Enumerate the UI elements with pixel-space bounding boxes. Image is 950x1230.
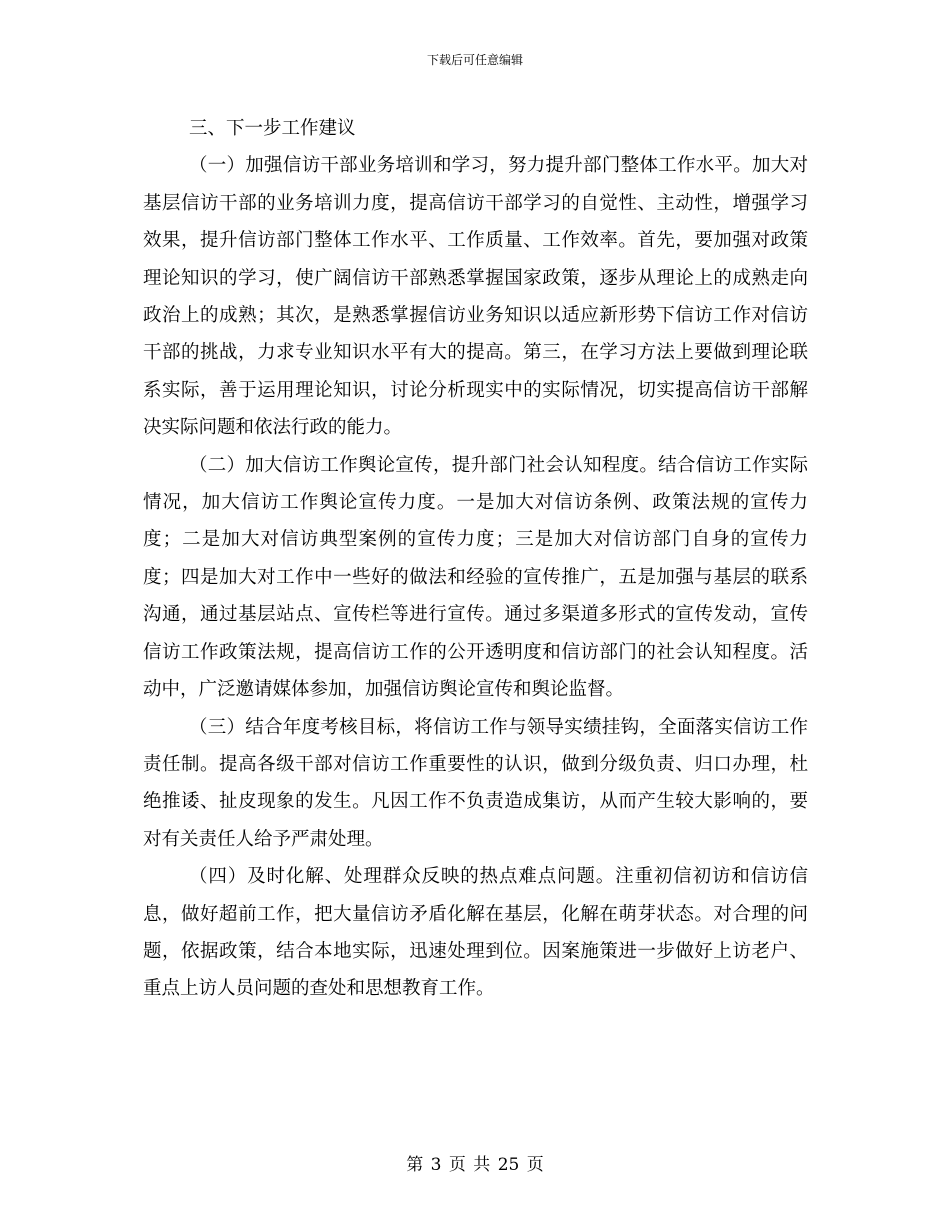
section-title: 三、下一步工作建议 — [189, 118, 356, 139]
paragraph-3: （三）结合年度考核目标，将信访工作与领导实绩挂钩，全面落实信访工作责任制。提高各级干部对信访工作重要性的认识，做到分级负责、归口办理，杜绝推诿、扯皮现象的发生。凡因工作不负责造成集访，从而产生较大影响的，要对有关责任人给予严肃处理。 — [143, 716, 808, 850]
paragraph-2: （二）加大信访工作舆论宣传，提升部门社会认知程度。结合信访工作实际情况，加大信访工作舆论宣传力度。一是加大对信访条例、政策法规的宣传力度；二是加大对信访典型案例的宣传力度；三是加大对信访部门自身的宣传力度；四是加大对工作中一些好的做法和经验的宣传推广，五是加强与基层的联系沟通，通过基层站点、宣传栏等进行宣传。通过多渠道多形式的宣传发动，宣传信访工作政策法规，提高信访工作的公开透明度和信访部门的社会认知程度。活动中，广泛邀请媒体参加，加强信访舆论宣传和舆论监督。 — [143, 454, 808, 701]
paragraph-1: （一）加强信访干部业务培训和学习，努力提升部门整体工作水平。加大对基层信访干部的业务培训力度，提高信访干部学习的自觉性、主动性，增强学习效果，提升信访部门整体工作水平、工作质量、工作效率。首先，要加强对政策理论知识的学习，使广阔信访干部熟悉掌握国家政策，逐步从理论上的成熟走向政治上的成熟；其次，是熟悉掌握信访业务知识以适应新形势下信访工作对信访干部的挑战，力求专业知识水平有大的提高。第三，在学习方法上要做到理论联系实际，善于运用理论知识，讨论分析现实中的实际情况，切实提高信访干部解决实际问题和依法行政的能力。 — [143, 155, 808, 439]
header-note: 下载后可任意编辑 — [426, 53, 523, 67]
paragraph-4: （四）及时化解、处理群众反映的热点难点问题。注重初信初访和信访信息，做好超前工作，把大量信访矛盾化解在基层，化解在萌芽状态。对合理的问题，依据政策，结合本地实际，迅速处理到位。因案施策进一步做好上访老户、重点上访人员问题的查处和思想教育工作。 — [143, 866, 808, 1000]
page-number-footer: 第 3 页 共 25 页 — [406, 1155, 544, 1175]
document-body — [143, 110, 808, 1008]
